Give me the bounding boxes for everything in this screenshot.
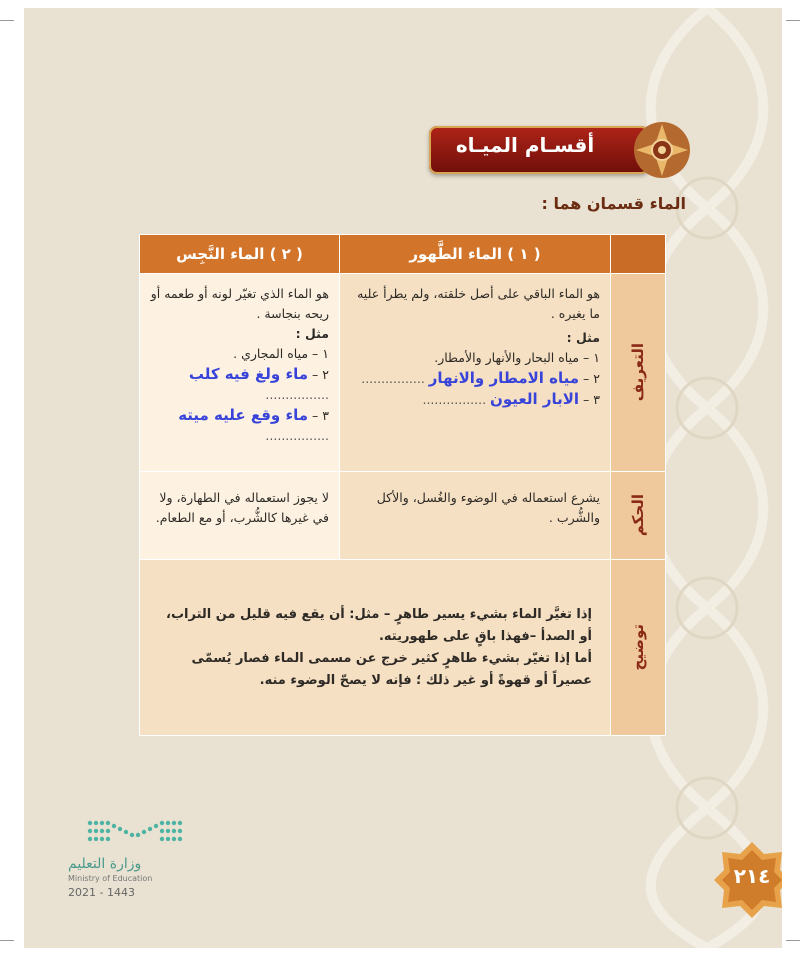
corner-cell [611, 235, 666, 274]
ruling-pure-text: يشرع استعماله في الوضوء والغُسل، والأكل والشُّرب . [340, 472, 611, 560]
ministry-logo-icon [84, 813, 214, 849]
page-number: ٢١٤ [733, 864, 771, 888]
ruling-impure-text: لا يجوز استعماله في الطهارة، ولا في غيرها كالشُّرب، أو مع الطعام. [140, 472, 340, 560]
example-label: مثل : [295, 326, 329, 341]
example-item: ٣ – الابار العيون ................ [422, 390, 600, 408]
handwritten-answer: ماء وقع عليه ميته [178, 406, 309, 424]
example-item: ١ – مياه البحار والأنهار والأمطار. [434, 350, 600, 365]
section-title: أقسـام الميـاه [455, 133, 595, 157]
page-number-badge [712, 840, 782, 920]
example-label: مثل : [566, 330, 600, 345]
example-item: ٣ – ماء وقع عليه ميته ................ [178, 406, 329, 443]
example-item: ٢ – مياه الامطار والانهار ................ [361, 369, 600, 387]
row-label-definition: التعريف [611, 274, 666, 472]
crop-mark [0, 20, 14, 21]
row-label-ruling: الحكم [611, 472, 666, 560]
intro-text: الماء قسمان هما : [541, 194, 686, 213]
header-pure-water: ( ١ ) الماء الطَّهور [340, 235, 611, 274]
header-impure-water: ( ٢ ) الماء النَّجِس [140, 235, 340, 274]
example-item: ٢ – ماء ولغ فيه كلب ................ [188, 365, 329, 402]
crop-mark [0, 940, 14, 941]
handwritten-answer: مياه الامطار والانهار [428, 369, 580, 387]
rosette-ornament-icon [632, 120, 692, 180]
water-types-table [139, 234, 666, 736]
clarification-line: أما إذا تغيّر بشيء طاهرٍ كثير خرج عن مسمى الماء فصار يُسمّى عصيراً أو قهوةً أو غير ذلك ؛ فإنه لا يصحّ الوضوء منه. [191, 651, 592, 688]
textbook-page [24, 8, 782, 948]
crop-mark [786, 940, 800, 941]
definition-pure-cell [340, 274, 611, 472]
edition-year: 2021 - 1443 [68, 886, 135, 899]
example-item: ١ – مياه المجاري . [233, 346, 329, 361]
definition-pure-text: هو الماء الباقي على أصل خلقته، ولم يطرأ عليه ما يغيره . [357, 286, 600, 321]
clarification-cell [140, 560, 611, 736]
definition-impure-cell [140, 274, 340, 472]
clarification-line: إذا تغيَّر الماء بشيء يسير طاهرٍ – مثل: أن يقع فيه قليل من التراب، أو الصدأ –فهذا باقٍ على طهوريته. [166, 607, 592, 644]
ministry-name-arabic: وزارة التعليم [68, 856, 142, 872]
ministry-name-english: Ministry of Education [68, 874, 153, 883]
handwritten-answer: ماء ولغ فيه كلب [188, 365, 309, 383]
section-title-banner [429, 126, 649, 174]
crop-mark [786, 20, 800, 21]
definition-impure-text: هو الماء الذي تغيّر لونه أو طعمه أو ريحه بنجاسة . [150, 286, 329, 321]
row-label-clarification: توضيح [611, 560, 666, 736]
handwritten-answer: الابار العيون [490, 390, 580, 408]
